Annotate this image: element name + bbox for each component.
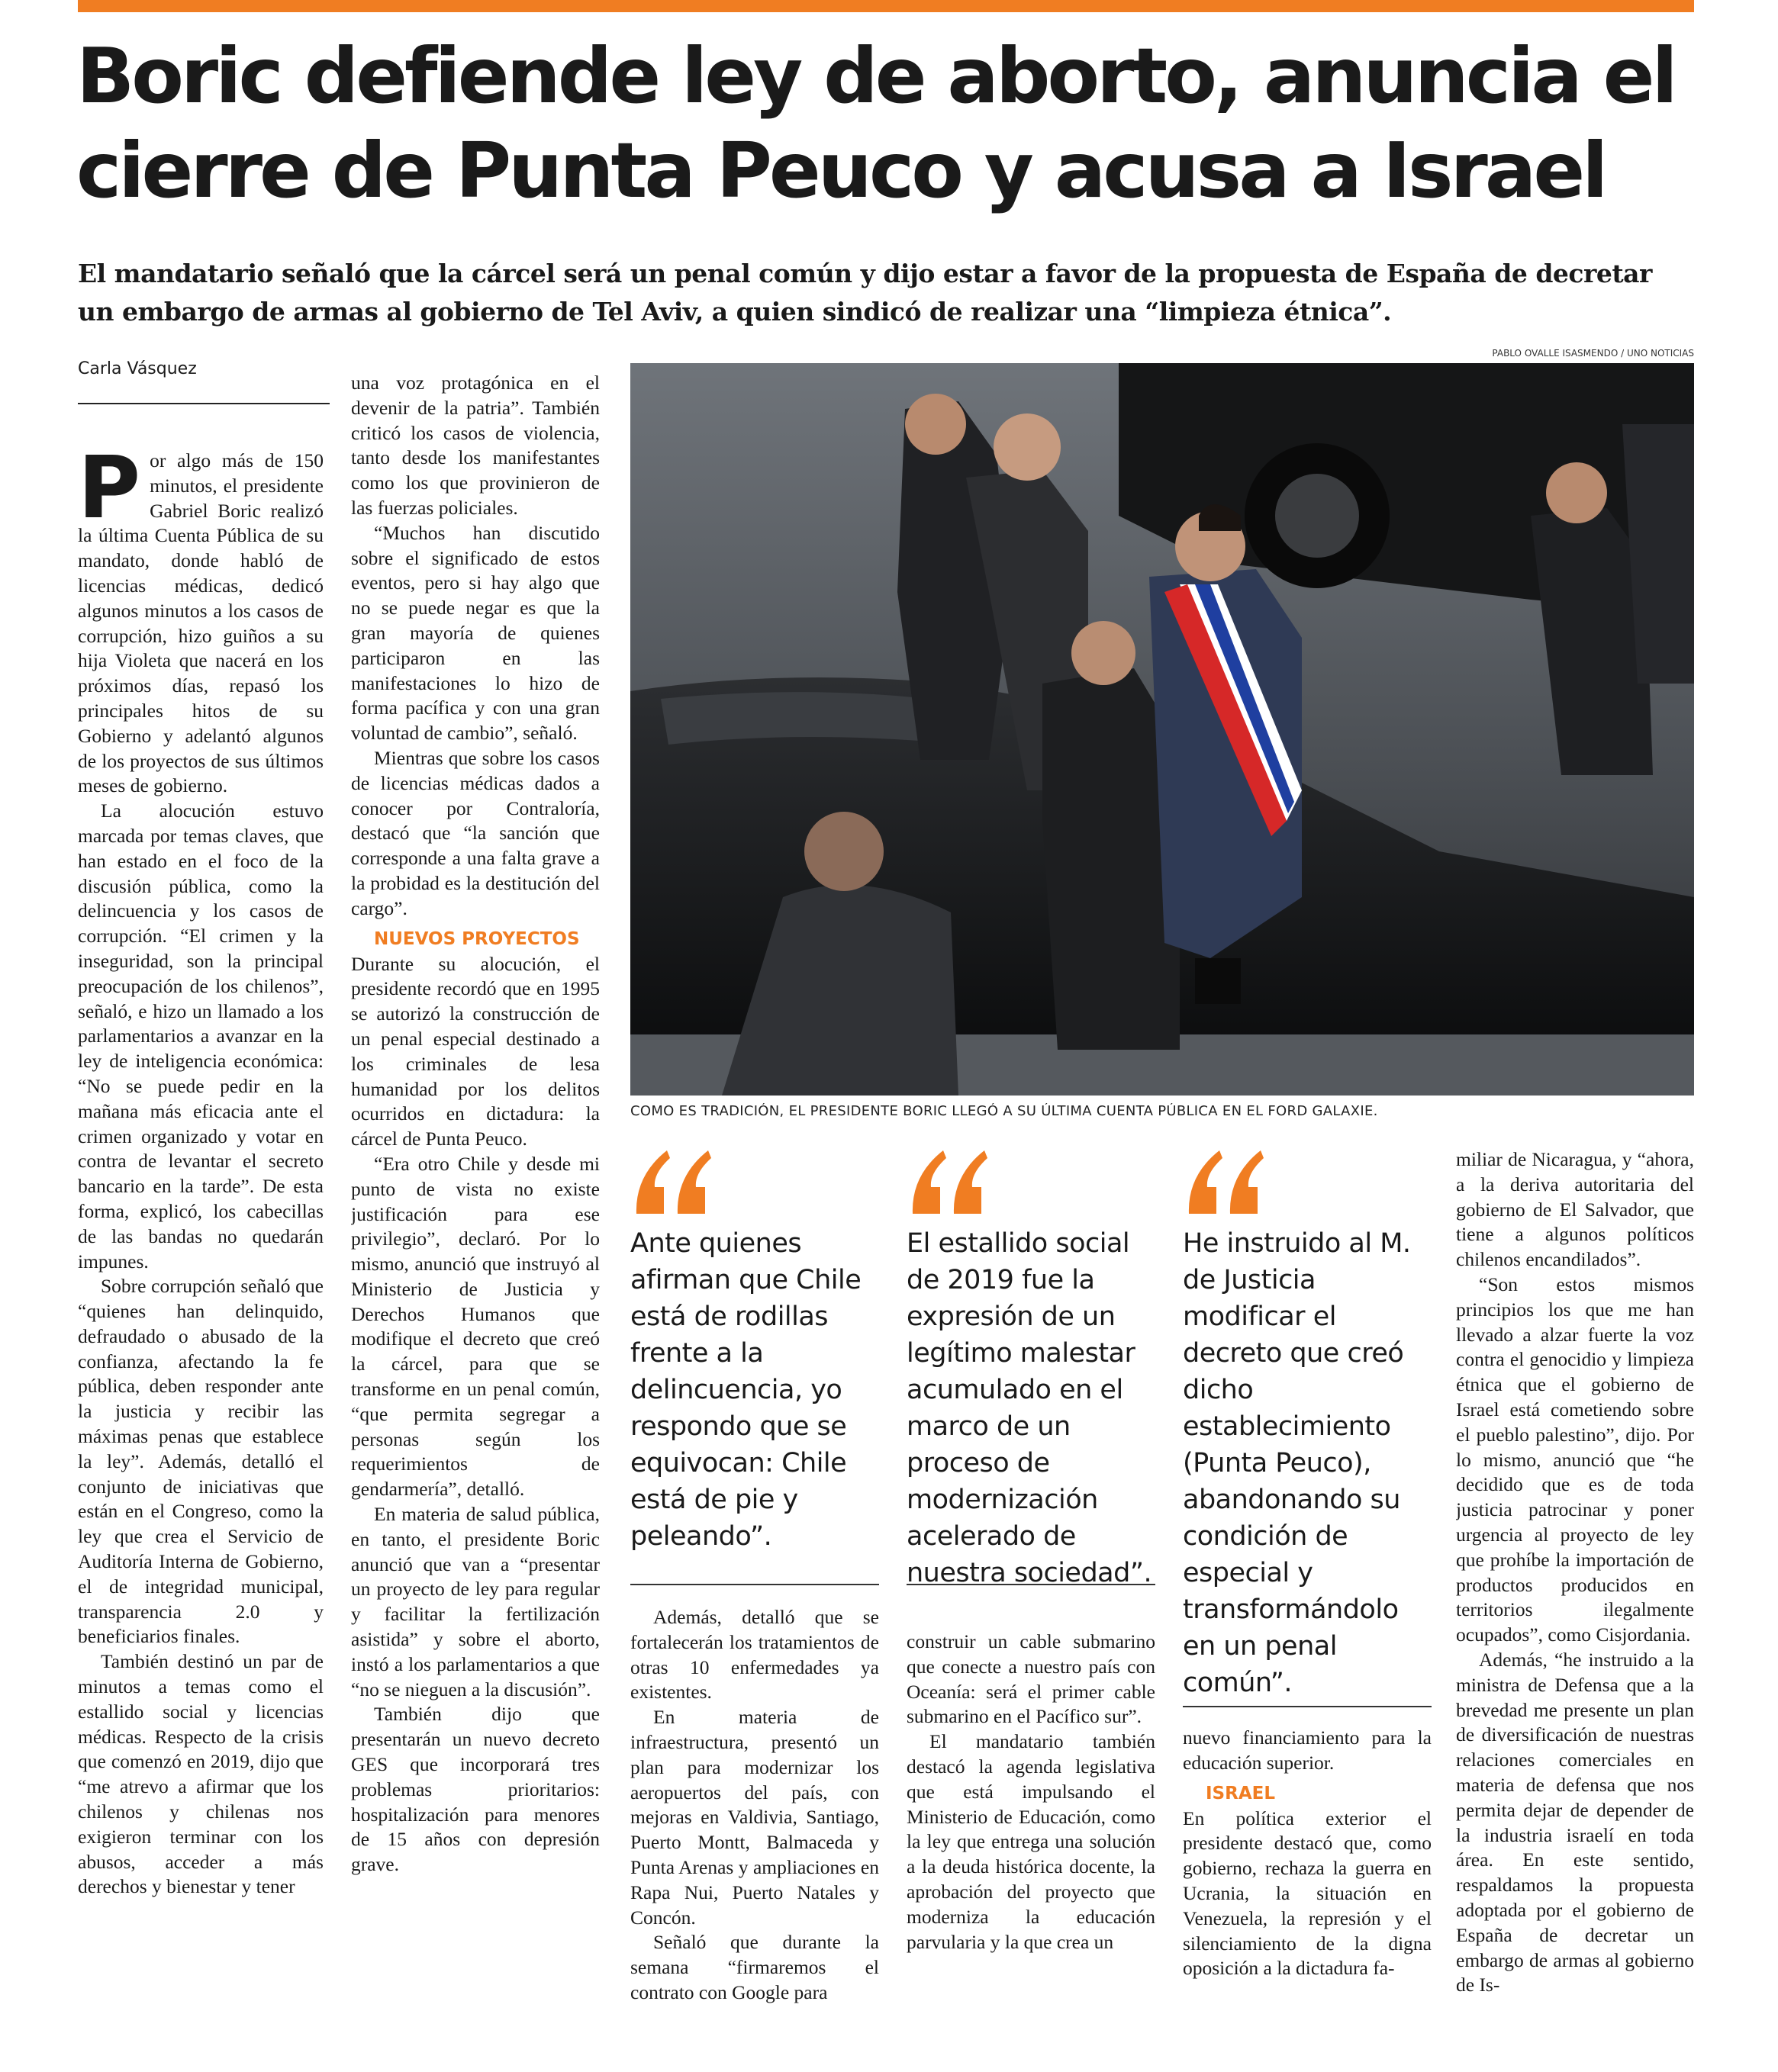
paragraph: En materia de salud pública, en tanto, el presidente Boric anunció que van a “presentar un proyecto de ley para regular y facilitar la fertilización asistida” y sobre el aborto, instó a los parlamentarios a que “no se nieguen a la discusión”.	[351, 1503, 600, 1700]
pull-quote-3	[1183, 1141, 1432, 1707]
paragraph: construir un cable submarino que conecte a nuestro país con Oceanía: será el primer cable submarino en el Pacífico sur”.	[907, 1630, 1155, 1728]
paragraph: Además, “he instruido a la ministra de Defensa que a la brevedad me presente un plan de diversificación de nuestras relaciones comerciales en materia de defensa que nos permita dejar de depender de la industria israelí en toda área. En este sentido, respaldamos la propuesta adoptada por el gobierno de España de decretar un embargo de armas al gobierno de Is-	[1456, 1648, 1694, 1996]
lead-paragraph: Por algo más de 150 minutos, el presidente Gabriel Boric realizó la última Cuenta Pública de su mandato, donde habló de licencias médicas, dedicó algunos minutos a los casos de corrupción, hizo guiños a su hija Violeta que nacerá en los próximos días, repasó los principales hitos de su Gobierno y adelantó algunos de los proyectos de sus últimos meses de gobierno.	[78, 449, 324, 797]
deck: El mandatario señaló que la cárcel será un penal común y dijo estar a favor de la propuesta de España de decretar un embargo de armas al gobierno de Tel Aviv, a quien sindicó de realizar una “limpieza étnica”.	[78, 259, 1652, 327]
subhead-nuevos-proyectos: NUEVOS PROYECTOS	[374, 928, 580, 949]
photo-caption: COMO ES TRADICIÓN, EL PRESIDENTE BORIC LLEGÓ A SU ÚLTIMA CUENTA PÚBLICA EN EL FORD GALAXIE.	[630, 1103, 1378, 1119]
pull-quote-1	[630, 1141, 879, 1585]
paragraph: Señaló que durante la semana “firmaremos el contrato con Google para	[630, 1931, 879, 2003]
paragraph: una voz protagónica en el devenir de la patria”. También criticó los casos de violencia, tanto desde los manifestantes como los que provinieron de las fuerzas policiales.	[351, 372, 600, 519]
photo-credit: PABLO OVALLE ISASMENDO / UNO NOTICIAS	[1492, 348, 1694, 359]
paragraph: “Muchos han discutido sobre el significado de estos eventos, pero si hay algo que no se puede negar es que la gran mayoría de quienes participaron en las manifestaciones lo hizo de forma pacífica y con una gran voluntad de cambio”, señaló.	[351, 521, 600, 745]
paragraph: nuevo financiamiento para la educación superior.	[1183, 1726, 1432, 1774]
body-column-1	[78, 449, 324, 2032]
top-accent-bar	[78, 0, 1694, 12]
paragraph: En materia de infraestructura, presentó un plan para modernizar los aeropuertos del país, con mejoras en Valdivia, Santiago, Puerto Montt, Balmaceda y Punta Arenas y ampliaciones en Rapa Nui, Puerto Natales y Concón.	[630, 1706, 879, 1929]
quote-mark-icon	[907, 1141, 998, 1225]
body-column-2	[351, 371, 600, 2032]
quote-text: He instruido al M. de Justicia modificar el decreto que creó dicho establecimiento (Punta Peuco), abandonando su condición de especial y transformándolo en un penal común”.	[1183, 1228, 1411, 1698]
paragraph: Sobre corrupción señaló que “quienes han delinquido, defraudado o abusado de la confianza, afectando la fe pública, deben responder ante la justicia y recibir las máximas penas que establece la ley”. Además, detalló el conjunto de iniciativas que están en el Congreso, como la ley que crea el Servicio de Auditoría Interna de Gobierno, el de integridad municipal, transparencia 2.0 y beneficiarios finales.	[78, 1275, 324, 1648]
paragraph: También dijo que presentarán un nuevo decreto GES que incorporará tres problemas prioritarios: hospitalización para menores de 15 años con depresión grave.	[351, 1703, 600, 1876]
paragraph: Además, detalló que se fortalecerán los tratamientos de otras 10 enfermedades ya existentes.	[630, 1606, 879, 1704]
quote-mark-icon	[1183, 1141, 1274, 1225]
body-column-4	[907, 1630, 1155, 2032]
photo-boric-ford-galaxie	[630, 363, 1694, 1096]
body-column-3	[630, 1605, 879, 2032]
body-column-5	[1183, 1726, 1432, 2032]
paragraph: La alocución estuvo marcada por temas claves, que han estado en el foco de la discusión pública, como la delincuencia y los casos de corrupción. “El crimen y la inseguridad, son la principal preocupación de los chilenos”, señaló, e hizo un llamado a los parlamentarios a avanzar en la ley de inteligencia económica: “No se puede pedir en la mañana más eficacia ante el crimen organizado y votar en contra de levantar el secreto bancario en la tarde”. De esta forma, explicó, los cabecillas de las bandas no quedarán impunes.	[78, 800, 324, 1272]
subhead-israel: ISRAEL	[1206, 1783, 1276, 1803]
dropcap: P	[78, 449, 141, 538]
paragraph: miliar de Nicaragua, y “ahora, a la deriva autoritaria del gobierno de El Salvador, que tiene a algunos políticos chilenos encandilados”.	[1456, 1148, 1694, 1271]
paragraph: El mandatario también destacó la agenda legislativa que está impulsando el Ministerio de Educación, como la ley que entrega una solución a la deuda histórica docente, la aprobación del proyecto que moderniza la educación parvularia y la que crea un	[907, 1730, 1155, 1953]
quote-text: El estallido social de 2019 fue la expresión de un legítimo malestar acumulado en el marco de un proceso de modernización acelerado de nuestra sociedad”.	[907, 1228, 1152, 1588]
body-column-6	[1456, 1147, 1694, 2032]
pull-quote-2	[907, 1141, 1155, 1588]
byline: Carla Vásquez	[78, 359, 330, 404]
paragraph: “Era otro Chile y desde mi punto de vista no existe justificación para ese privilegio”, declaró. Por lo mismo, anunció que instruyó al Ministerio de Justicia y Derechos Humanos que modifique el decreto que creó la cárcel, para que se transforme en un penal común, “que permita segregar a personas según los requerimientos de gendarmería”, detalló.	[351, 1152, 600, 1501]
quote-mark-icon	[630, 1141, 722, 1225]
paragraph: Mientras que sobre los casos de licencias médicas dados a conocer por Contraloría, destacó que “la sanción que corresponde a una falta grave a la probidad es la destitución del cargo”.	[351, 746, 600, 919]
quote-text: Ante quienes afirman que Chile está de rodillas frente a la delincuencia, yo respondo que se equivocan: Chile está de pie y peleando”.	[630, 1228, 862, 1552]
paragraph: En política exterior el presidente destacó que, como gobierno, rechaza la guerra en Ucrania, la situación en Venezuela, la represión y el silenciamiento de la digna oposición a la dictadura fa-	[1183, 1807, 1432, 1980]
headline: Boric defiende ley de aborto, anuncia el cierre de Punta Peuco y acusa a Israel	[76, 31, 1675, 215]
paragraph: Durante su alocución, el presidente recordó que en 1995 se autorizó la construcción de un penal especial destinado a los criminales de lesa humanidad por los delitos ocurridos en dictadura: la cárcel de Punta Peuco.	[351, 952, 600, 1150]
paragraph: “Son estos mismos principios los que me han llevado a alzar fuerte la voz contra el genocidio y limpieza étnica que el gobierno de Israel está cometiendo sobre el pueblo palestino”, dijo. Por lo mismo, anunció que “he decidido que es de toda justicia patrocinar y poner urgencia al proyecto de ley que prohíbe la importación de productos producidos en territorios ilegalmente ocupados”, como Cisjordania.	[1456, 1272, 1694, 1646]
paragraph: También destinó un par de minutos a temas como el estallido social y licencias médicas. Respecto de la crisis que comenzó en 2019, dijo que “me atrevo a afirmar que los chilenos y chilenas nos exigieron terminar con los abusos, acceder a más derechos y bienestar y tener	[78, 1650, 324, 1898]
